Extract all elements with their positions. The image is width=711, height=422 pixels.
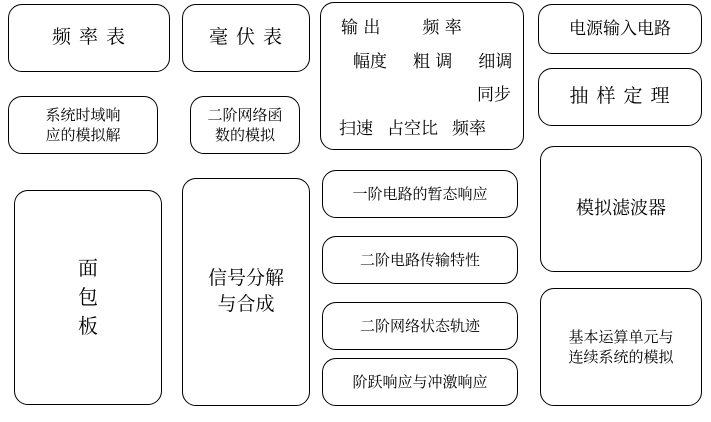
row-amplitude-coarse-fine (333, 47, 531, 72)
label-coarse-tune[interactable]: 粗 调 (413, 51, 453, 72)
box-label-char3: 板 (78, 314, 98, 338)
box-power-input-circuit[interactable] (538, 4, 702, 54)
label-frequency[interactable]: 频 率 (422, 18, 462, 38)
box-second-order-transfer-characteristic[interactable] (322, 236, 518, 284)
label-duty-cycle[interactable]: 占空比 (387, 118, 438, 139)
row-sweep-duty-frequency (333, 114, 517, 139)
box-frequency-meter[interactable] (8, 4, 170, 72)
label-output[interactable]: 输 出 (341, 18, 381, 38)
box-signal-decomposition-synthesis[interactable] (182, 178, 310, 406)
box-label-line1: 二阶网络函 (207, 105, 283, 124)
label-amplitude[interactable]: 幅度 (353, 51, 387, 72)
box-basic-operation-unit[interactable] (540, 288, 702, 406)
box-label-line1: 系统时域响 (45, 105, 121, 124)
box-millivolt-meter[interactable] (182, 4, 310, 72)
box-label: 毫 伏 表 (208, 26, 284, 49)
box-first-order-transient-response[interactable] (322, 170, 518, 218)
label-frequency-2[interactable]: 频率 (452, 118, 486, 139)
label-sync[interactable]: 同步 (477, 85, 511, 106)
box-label-line2: 连续系统的模拟 (568, 348, 674, 366)
box-label-char2: 包 (78, 285, 98, 309)
box-sampling-theorem[interactable] (538, 68, 702, 126)
box-label: 一阶电路的暂态响应 (352, 184, 488, 203)
box-second-order-network-state-trajectory[interactable] (322, 302, 518, 350)
box-second-order-network-function[interactable] (190, 96, 300, 154)
box-step-and-impulse-response[interactable] (322, 358, 518, 406)
label-fine-tune[interactable]: 细调 (478, 51, 513, 72)
row-sync (333, 80, 555, 105)
box-system-time-domain-response[interactable] (8, 96, 158, 154)
box-label-line2: 应的模拟解 (45, 126, 121, 144)
box-analog-filter[interactable] (540, 146, 702, 272)
box-label-line1: 信号分解 (207, 267, 284, 290)
label-sweep-speed[interactable]: 扫速 (339, 118, 373, 139)
box-label: 频 率 表 (51, 26, 127, 49)
signal-generator-panel[interactable] (320, 2, 524, 150)
box-label: 电源输入电路 (569, 18, 671, 39)
box-label: 阶跃响应与冲激响应 (352, 372, 488, 391)
box-label: 抽 样 定 理 (569, 85, 671, 108)
box-label-line2: 与合成 (217, 293, 275, 315)
box-label: 模拟滤波器 (576, 197, 666, 219)
box-label-line1: 基本运算单元与 (568, 327, 674, 346)
box-label-char1: 面 (78, 256, 98, 280)
row-output-frequency (333, 13, 519, 38)
box-label: 二阶电路传输特性 (359, 250, 480, 269)
box-label-line2: 数的模拟 (214, 126, 275, 144)
box-label: 二阶网络状态轨迹 (359, 316, 480, 335)
box-breadboard[interactable] (14, 190, 162, 405)
